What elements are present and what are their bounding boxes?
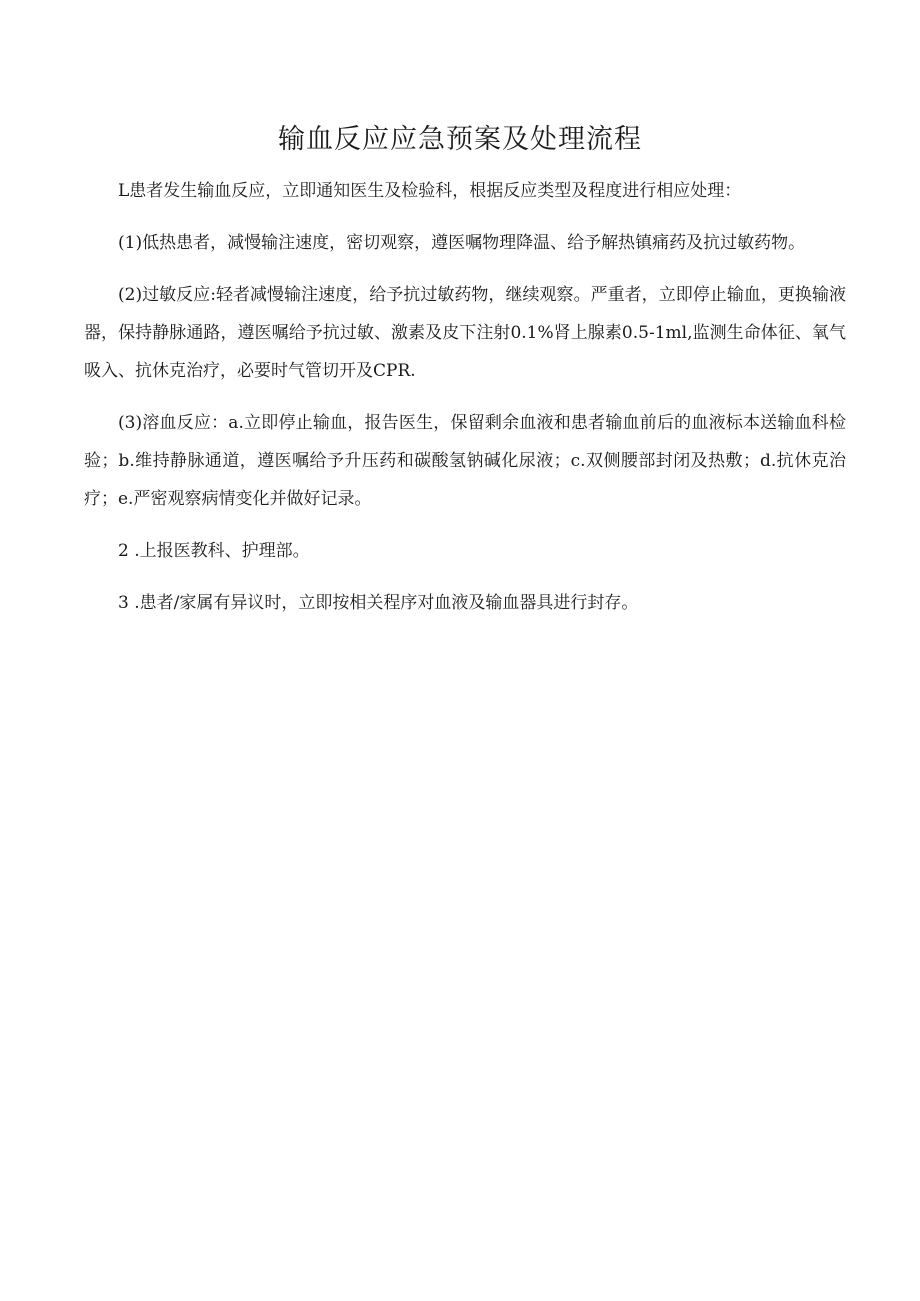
document-body: [84, 172, 846, 636]
paragraph-allergic-reaction: (2)过敏反应:轻者减慢输注速度，给予抗过敏药物，继续观察。严重者，立即停止输血，更换输液器，保持静脉通路，遵医嘱给予抗过敏、激素及皮下注射0.1%肾上腺素0.5-1ml,监测生命体征、氧气吸入、抗休克治疗，必要时气管切开及CPR.: [84, 285, 846, 381]
paragraph-low-fever: (1)低热患者，减慢输注速度，密切观察，遵医嘱物理降温、给予解热镇痛药及抗过敏药物。: [118, 233, 806, 253]
document-title: 输血反应应急预案及处理流程: [278, 124, 642, 155]
paragraph-seal: 3 .患者/家属有异议时，立即按相关程序对血液及输血器具进行封存。: [118, 593, 639, 613]
paragraph-hemolytic-reaction: (3)溶血反应：a.立即停止输血，报告医生，保留剩余血液和患者输血前后的血液标本送输血科检验；b.维持静脉通道，遵医嘱给予升压药和碳酸氢钠碱化尿液；c.双侧腰部封闭及热敷；d.抗休克治疗；e.严密观察病情变化并做好记录。: [84, 413, 846, 509]
paragraph-report: 2 .上报医教科、护理部。: [118, 541, 310, 561]
paragraph-notify: L患者发生输血反应，立即通知医生及检验科，根据反应类型及程度进行相应处理：: [118, 181, 742, 201]
